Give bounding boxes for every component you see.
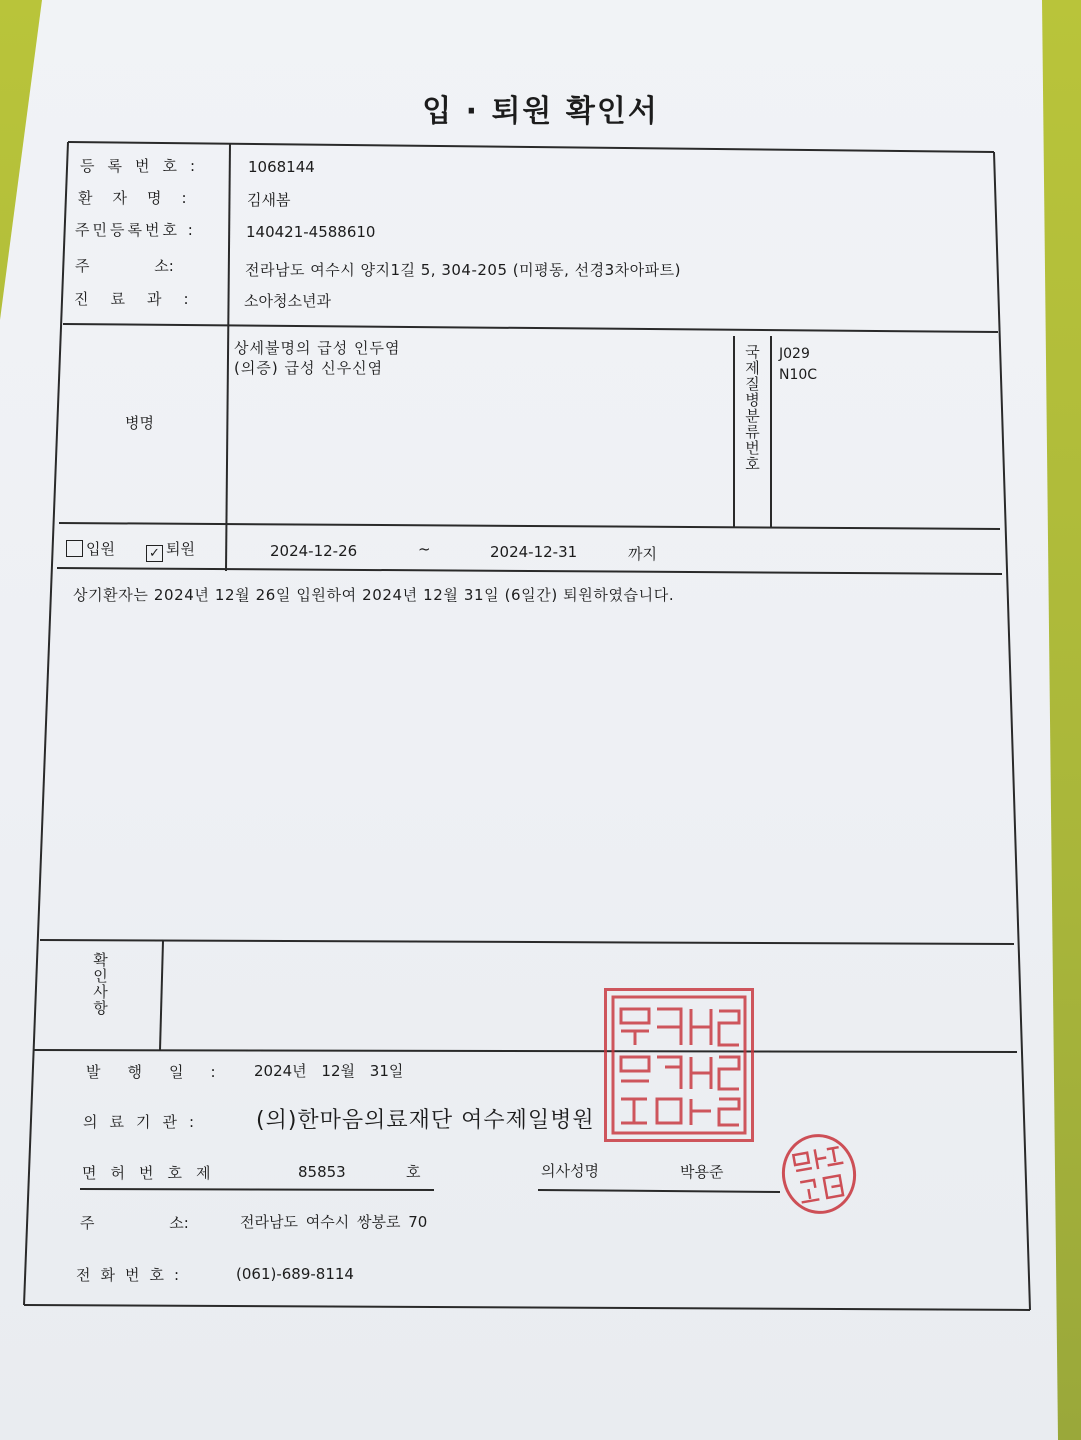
institution-value: (의)한마음의료재단 여수제일병원 xyxy=(256,1108,595,1133)
rrn-value: 140421-4588610 xyxy=(246,223,376,241)
frame-top-line xyxy=(68,142,994,152)
frame-right-line xyxy=(994,152,1030,1310)
rrn-label: 주민등록번호 : xyxy=(75,221,196,239)
discharge-label: 퇴원 xyxy=(166,540,195,558)
icd-code-1: J029 xyxy=(779,346,810,362)
hospital-address-value: 전라남도 여수시 쌍봉로 70 xyxy=(240,1213,428,1231)
admit-option xyxy=(66,538,115,559)
admission-until: 까지 xyxy=(628,545,657,563)
icd-code-2: N10C xyxy=(779,367,818,383)
address-value: 전라남도 여수시 양지1길 5, 304-205 (미평동, 선경3차아파트) xyxy=(245,261,681,279)
license-number: 85853 xyxy=(298,1163,346,1181)
row-line-5 xyxy=(33,1050,1017,1052)
row-line-3 xyxy=(57,568,1002,574)
document-title: 입 · 퇴원 확인서 xyxy=(422,94,659,129)
admission-to: 2024-12-31 xyxy=(490,543,578,561)
frame-left-line xyxy=(24,142,68,1305)
col-line-confirm xyxy=(160,941,163,1050)
license-suffix: 호 xyxy=(406,1163,421,1181)
admit-checkbox xyxy=(66,540,83,557)
row-line-4 xyxy=(40,940,1014,944)
admission-separator: ~ xyxy=(418,540,431,558)
statement-text: 상기환자는 2024년 12월 26일 입원하여 2024년 12월 31일 (6일간) 퇴원하였습니다. xyxy=(73,586,675,604)
patient-name-label: 환자명: xyxy=(78,189,207,207)
reg-no-value: 1068144 xyxy=(248,158,315,176)
hospital-seal xyxy=(604,988,754,1142)
hospital-seal-graphic xyxy=(607,991,751,1139)
department-value: 소아청소년과 xyxy=(244,292,331,310)
phone-value: (061)-689-8114 xyxy=(236,1265,354,1283)
diagnosis-line-1: 상세불명의 급성 인두염 xyxy=(234,339,401,357)
license-label: 면허번호제 xyxy=(82,1164,225,1182)
row-line-2 xyxy=(59,523,1000,529)
doctor-label: 의사성명 xyxy=(541,1162,599,1180)
hospital-address-label: 주 소: xyxy=(80,1214,189,1232)
license-underline xyxy=(80,1189,434,1190)
institution-label: 의료기관: xyxy=(83,1113,207,1131)
confirm-label: 확인사항 xyxy=(91,952,109,1016)
phone-label: 전화번호: xyxy=(76,1266,190,1284)
col-line-label xyxy=(226,143,230,571)
doctor-seal-graphic xyxy=(784,1138,854,1211)
icd-label: 국제질병분류번호 xyxy=(743,344,761,472)
frame-bottom-line xyxy=(24,1305,1030,1310)
admission-from: 2024-12-26 xyxy=(270,542,358,560)
issue-date-value: 2024년 12월 31일 xyxy=(254,1062,404,1080)
admit-label: 입원 xyxy=(86,540,115,558)
diagnosis-label: 병명 xyxy=(125,414,154,432)
discharge-option xyxy=(146,538,195,562)
doctor-underline xyxy=(538,1190,780,1192)
issue-date-label: 발행일: xyxy=(86,1063,243,1081)
diagnosis-line-2: (의증) 급성 신우신염 xyxy=(234,359,384,377)
reg-no-label: 등록번호: xyxy=(80,157,209,175)
patient-name-value: 김새봄 xyxy=(247,191,291,209)
discharge-checkbox: ✓ xyxy=(146,545,163,562)
row-line-1 xyxy=(63,324,998,332)
doctor-name: 박용준 xyxy=(680,1163,724,1181)
department-label: 진료과: xyxy=(74,290,211,308)
address-label: 주 소: xyxy=(75,257,174,275)
